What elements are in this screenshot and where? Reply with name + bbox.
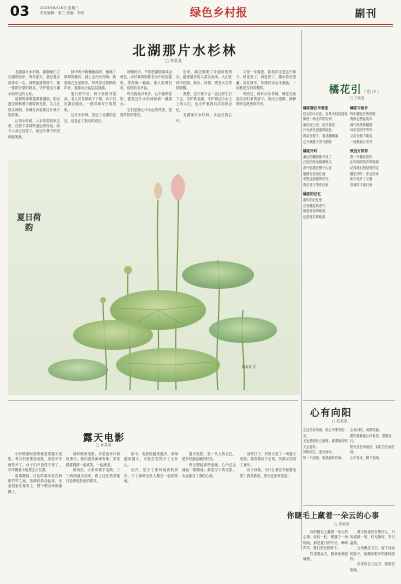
paragraph: 记得小时候，父亲常带我来这里，在树下讲那些遥远的传说。如今父亲已经老了，而这片林子依旧郁郁葱葱。	[8, 118, 60, 139]
article-column	[303, 530, 348, 580]
paragraph: 傍晚时分，夕阳把湖面染成金黄色，水杉林的倒影在水中轻轻摇曳，美得像一幅画。渔人收网归来，炊烟袅袅升起。	[120, 70, 172, 91]
poem-line: 像是一场无声的告别	[303, 117, 332, 122]
column-divider	[301, 30, 302, 550]
paragraph: 它们是我心中永远的风景，是我乡愁的寄托。	[120, 107, 172, 118]
poem-heading: 橘花与故乡	[350, 106, 368, 110]
section-divider	[8, 400, 298, 401]
article-author-lutiandianying: □ 孙某某	[96, 443, 112, 447]
paragraph: 露天电影，是一代人的记忆，是乡村最温暖的时光。	[182, 452, 236, 462]
poem-line: 那片熟悉的橘园	[350, 122, 373, 127]
text-line: 愿你我都能心怀希望，勇敢前行。	[350, 433, 392, 444]
paragraph: 也许，是少了那份纯真的快乐，少了那种全村人聚在一起的热闹。	[124, 468, 178, 484]
paragraph: 北湖那片水杉林，静静地伫立在湖的西岸，每年夏天，我总要去那里走一走。那些挺拔的树干，像一排排守望的哨兵，守护着这片湖水和岸边的人家。	[8, 70, 60, 96]
header-rule-thin	[8, 26, 393, 27]
poem-line: 一切都那么安详	[350, 139, 373, 144]
masthead-logo: 绿色乡村报	[190, 6, 248, 19]
article-author-jiemao: □ 周某某	[334, 522, 350, 526]
poem-line: 白色的花朵缀满枝头	[303, 160, 332, 165]
poem-line: 记得我们曾经的约定	[350, 165, 379, 170]
poem-line: 那是母亲的味道	[303, 209, 326, 214]
paragraph: 你望着远方，眼神里满是憧憬。	[303, 551, 348, 562]
poem-line: 我都会想起故乡	[350, 117, 373, 122]
text-line: 无论遇到什么困难，都要相信明天会更好。	[303, 439, 348, 449]
poem-line: 我在花下等你归来	[303, 182, 329, 187]
section-divider	[303, 400, 395, 401]
poem-line: 香气弥漫在整个山谷	[303, 165, 332, 170]
paragraph: 夏日的午后，林子里格外清凉。老人们在树荫下下棋，孩子们在湖边嬉戏，一派祥和安宁的景象。	[64, 91, 116, 112]
poem-line: 我站在树下，看花瓣飘落	[303, 133, 339, 138]
poem-line: 母亲在园中劳作	[350, 128, 373, 133]
article-title-lutiandianying: 露天电影	[83, 433, 126, 444]
poem-line: 蜜蜂在花间忙碌	[303, 171, 326, 176]
poem-author: □ 王某某	[350, 96, 365, 100]
paragraph: 我想，这片林子会一直这样生长下去，守护着北湖，守护着这方水土上的人们，也守护着我们共同的记忆。	[176, 91, 232, 112]
poem-line: 心中满是不舍与期待	[303, 139, 332, 144]
paragraph: 又是一年盛夏，我再次走进这片林子。树更高了，林更密了，湖水依旧清澈。站在林中，仿佛时光从未流逝，一切都是当初的模样。	[236, 70, 296, 91]
poem-title-text: 橘花引	[329, 85, 362, 96]
poem-line: 总有橘花的香气	[303, 203, 326, 208]
article-column	[66, 452, 120, 580]
paragraph: 我不知道你在想什么，只知道那一刻，时光静好，岁月温柔。	[350, 530, 395, 545]
article-title-jiemao: 你睫毛上藏着一朵云的心事	[287, 511, 380, 520]
poem-line: 采集这甜蜜的时光	[303, 177, 329, 182]
poem-heading: 致远方的你	[350, 149, 368, 154]
paragraph: 前些日子，村里又放了一场露天电影。我带着孩子去看，仿佛又回到了童年。	[240, 452, 296, 467]
article-column	[8, 70, 60, 158]
header-rule	[8, 24, 393, 25]
date-text: 2023年8月16日 星期三	[40, 6, 79, 10]
paragraph: 北湖那片水杉林，永远在我心中。	[176, 113, 232, 123]
poem-line: 你何时才能归来	[350, 182, 373, 187]
poem-column-left	[303, 106, 348, 406]
poem-line: 枝头的小白花，在风中轻轻摇曳	[303, 111, 348, 116]
text-line: 阳光总在风雨后，彩虹总在雨后现。	[350, 444, 395, 455]
text-line: 每一个清晨，都是新的开始。	[303, 455, 345, 460]
poem-subtitle: （组诗）	[362, 89, 382, 94]
article-column	[350, 530, 395, 580]
paragraph: 林中的小路蜿蜒曲折，铺满了厚厚的落叶，踩上去沙沙作响。我喜欢在这里散步，听风穿过树梢的声音，看湖水泛起层层涟漪。	[64, 70, 116, 91]
poem-column-right	[350, 106, 395, 406]
poem-title	[329, 81, 382, 96]
poem-heading: 橘花谢在早春里	[303, 106, 329, 110]
article-column	[176, 70, 232, 158]
illustration-credit: 陈某某 作	[242, 365, 256, 369]
article-column	[64, 70, 116, 158]
poem-line: 橘花开时，你会回来	[350, 171, 379, 176]
text-line: 心有向阳，何惧风霜。	[350, 428, 382, 432]
editor-text: 责任编辑：张三 美编：李四	[40, 11, 85, 15]
poem-heading: 橘花的记忆	[303, 192, 321, 197]
article-column	[236, 70, 296, 158]
section-divider	[303, 505, 395, 506]
poem-line: 每年橘花开的时候	[350, 111, 376, 116]
poem-line: 落在泥土里，化作春泥	[303, 122, 335, 127]
paragraph: 后来你去了远方，我留在原地。	[350, 562, 395, 572]
article-column	[124, 452, 178, 580]
poem-line: 让你闻到故乡的味道	[350, 160, 379, 165]
section-name: 副刊	[355, 9, 377, 20]
paragraph: 每当想起那些夜晚，心中总会涌起一股暖流。那星空下的光影，永远留在了我的心底。	[182, 462, 236, 478]
article-column	[303, 428, 348, 500]
article-column	[182, 452, 236, 580]
poem-line: 父亲在树下歇息	[350, 133, 373, 138]
poem-line: 满山的橘树都开花了	[303, 154, 332, 159]
paragraph: 如今，电影院越来越多，屏幕越来越大，可我总觉得少了点什么。	[124, 452, 178, 467]
poem-line: 寄一片橘花给你	[350, 154, 373, 159]
paragraph: 你的睫毛上藏着一朵云的心事，轻轻一眨，便落下一场细雨。那是夏日的午后，蝉鸣声声，我们坐在树荫下。	[303, 530, 348, 551]
poem-line: 如今花开了又谢	[350, 177, 373, 182]
date-line	[40, 6, 120, 16]
poem-line: 童年的记忆里	[303, 197, 323, 202]
paragraph: 后来，湖边修建了步道和观景台，越来越多的人慕名而来。人们在林中拍照、散步、休憩，感受大自然的馈赠。	[176, 70, 232, 91]
text-line: 向阳而生，逐光而行。	[303, 450, 335, 455]
paragraph: 风吹过，树叶沙沙作响，像是在欢迎久别归来的游子。我闭上眼睛，静静聆听这熟悉的声音。	[236, 91, 296, 107]
lotus-illustration	[8, 160, 300, 395]
paragraph: 散场后，大家举着手电筒，三三两两地走回家，路上还在热烈地讨论着电影里的情节。	[66, 468, 120, 484]
poem-heading: 橘花开时	[303, 149, 318, 154]
paragraph: 那时候的电影，多是战争片和故事片。我们看得津津有味，常常跟着剧情一起欢笑、一起流泪。	[66, 452, 120, 467]
article-author-xinyouxiangyang: □ 赵某某	[332, 419, 348, 423]
paragraph: 孩子问我，为什么要在外面看电影？我笑着说，因为这里有星星。	[240, 468, 296, 478]
poem-line: 也是故乡的味道	[303, 214, 326, 219]
article-title-xinyouxiangyang: 心有向阳	[310, 408, 353, 419]
paragraph: 清晨的薄雾笼罩着湖面，阳光透过树梢洒下斑驳的光影，鸟儿在枝头鸣唱，仿佛在诉说着这片林子的故事。	[8, 97, 60, 118]
illustration-caption: 夏日荷韵	[17, 212, 41, 232]
poem-line: 只为来年更盛的绽放	[303, 128, 332, 133]
paragraph: 小时候最盼望的就是看露天电影。每当村里要放电影，消息早早就传开了。孩子们兴奋得不得了，早早搬着小板凳去占位置。	[8, 452, 62, 473]
text-line: 心中有光，脚下有路。	[350, 455, 382, 460]
article-column	[8, 452, 62, 580]
article-author-beihu: □ 李某某	[165, 58, 183, 63]
article-column	[120, 70, 172, 158]
paragraph: 这片水杉林，见证了北湖的变迁，也见证了我们的成长。	[64, 113, 116, 123]
paragraph: 每当我离开家乡，心中最牵挂的，便是这片水杉林和那一湖碧水。	[120, 91, 172, 107]
page-number: 03	[10, 4, 30, 20]
article-column	[350, 428, 395, 500]
paragraph: 云朵飘过天空，留下淡淡的影子，就像你眼中的那抹忧伤。	[350, 546, 395, 562]
article-title-beihu: 北湖那片水杉林	[132, 44, 238, 59]
text-line: 生活总有风雨，但心中要有阳光。	[303, 428, 345, 438]
paragraph: 夜幕降临，白色的幕布挂在两根竹竿之间，放映机转动起来，光束投射在幕布上，整个晒谷场都沸腾了。	[8, 473, 62, 494]
